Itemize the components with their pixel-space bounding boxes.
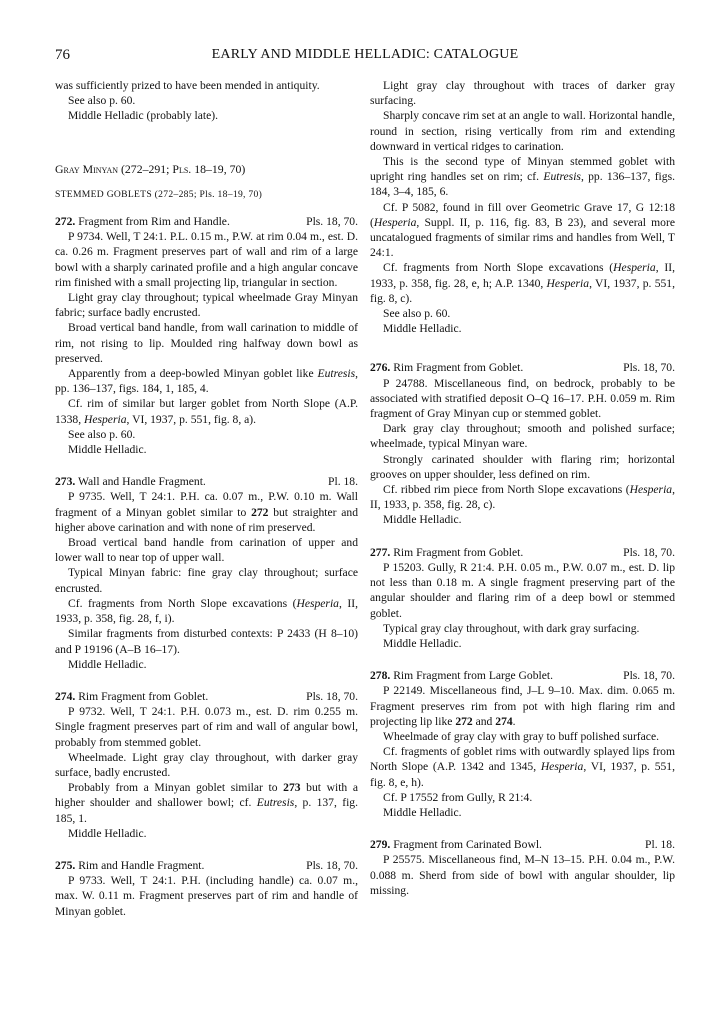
- page-number: 76: [55, 47, 70, 63]
- entry-title: Rim Fragment from Goblet.: [390, 361, 524, 375]
- entry-comparison: Apparently from a deep-bowled Minyan goblet like Eutresis, pp. 136–137, figs. 184, 1, 185, 4.: [55, 367, 358, 396]
- plates-ref: Pl. 18.: [328, 475, 358, 489]
- continued-text: was sufficiently prized to have been mended in antiquity.: [55, 79, 320, 92]
- page-header: [55, 47, 675, 67]
- entry-comparison: This is the second type of Minyan stemmed goblet with upright ring handles set on rim; cf. Eutresis, pp. 136–137, figs. 184, 3–4, 185, 6.: [370, 155, 675, 199]
- subsection-heading: STEMMED GOBLETS (272–285; Pls. 18–19, 70): [55, 188, 263, 200]
- entry-comparison: Cf. fragments of goblet rims with outwardly splayed lips from North Slope (A.P. 1342 and 1345, Hesperia, VI, 1937, p. 551, fig. 8, e, h).: [370, 745, 675, 789]
- entry-number: 276.: [370, 361, 391, 375]
- entry-similar: Similar fragments from disturbed contexts: P 2433 (H 8–10) and P 19196 (A–B 16–17).: [55, 627, 358, 656]
- dating: Middle Helladic.: [68, 657, 147, 671]
- entry-number: 273.: [55, 475, 76, 489]
- catalogue-entry-272: [55, 214, 358, 457]
- entry-comparison: Cf. fragments from North Slope excavations (Hesperia, II, 1933, p. 358, fig. 28, e, h; A.P. 1340, Hesperia, VI, 1937, p. 551, fig. 8, c).: [370, 261, 675, 305]
- entry-number: 278.: [370, 669, 391, 683]
- see-also: See also p. 60.: [68, 94, 136, 108]
- entry-description: P 9732. Well, T 24:1. P.H. 0.073 m., est. D. rim 0.255 m. Single fragment preserves part of rim and wall of angular bowl, probably from stemmed goblet.: [55, 705, 358, 749]
- plates-ref: Pls. 18, 70.: [623, 669, 675, 683]
- see-also: See also p. 60.: [383, 307, 451, 321]
- entry-title: Rim and Handle Fragment.: [75, 858, 205, 872]
- entry-title: Wall and Handle Fragment.: [75, 475, 206, 489]
- entry-heading: [55, 214, 358, 229]
- dating: Middle Helladic.: [68, 826, 147, 840]
- entry-number: 275.: [55, 858, 76, 872]
- plates-ref: Pls. 18, 70.: [306, 689, 358, 703]
- entry-fabric: Light gray clay throughout; typical wheelmade Gray Minyan fabric; surface badly encrusted.: [55, 291, 358, 320]
- entry-number: 272.: [55, 215, 76, 229]
- plates-ref: Pl. 18.: [645, 838, 675, 852]
- entry-title: Fragment from Rim and Handle.: [75, 215, 230, 229]
- dating: Middle Helladic.: [383, 513, 462, 527]
- catalogue-entry-279: [370, 837, 675, 898]
- entry-title: Rim Fragment from Goblet.: [75, 689, 209, 703]
- catalogue-entry-275: [55, 858, 358, 919]
- dating: Middle Helladic.: [68, 443, 147, 457]
- entry-handle: Broad vertical band handle from carination of upper and lower wall to near top of upper wall.: [55, 536, 358, 565]
- plates-ref: Pls. 18, 70.: [306, 215, 358, 229]
- dating: Middle Helladic.: [383, 322, 462, 336]
- entry-description: P 9735. Well, T 24:1. P.H. ca. 0.07 m., P.W. 0.10 m. Wall fragment of a Minyan goblet similar to 272 but straighter and higher above carination and with none of rim preserved.: [55, 490, 358, 534]
- catalogue-entry-278: [370, 668, 675, 820]
- entry-comparison: Cf. P 5082, found in fill over Geometric Grave 17, G 12:18 (Hesperia, Suppl. II, p. 116, fig. 83, B 23), and several more uncatalogued fragments of similar rims and handles from Well, T 24:1.: [370, 200, 675, 260]
- entry-heading: [55, 474, 358, 489]
- entry-comparison: Cf. ribbed rim piece from North Slope excavations (Hesperia, II, 1933, p. 358, fig. 28, c).: [370, 483, 675, 512]
- entry-title: Rim Fragment from Large Goblet.: [390, 669, 554, 683]
- plates-ref: Pls. 18, 70.: [306, 858, 358, 872]
- entry-fabric: Dark gray clay throughout; smooth and polished surface; wheelmade, typical Minyan ware.: [370, 422, 675, 451]
- entry-heading: [370, 668, 675, 683]
- dating: Middle Helladic.: [383, 636, 462, 650]
- entry-fabric: Wheelmade of gray clay with gray to buff polished surface.: [383, 729, 660, 743]
- left-column: [55, 78, 358, 919]
- entry-comparison: Cf. fragments from North Slope excavations (Hesperia, II, 1933, p. 358, fig. 28, f, i).: [55, 596, 358, 626]
- entry-heading: [370, 545, 675, 560]
- entry-handle: Sharply concave rim set at an angle to wall. Horizontal handle, round in section, rising vertically from rim and extending downward in vertical ridges to carination.: [370, 109, 675, 153]
- catalogue-entry-277: [370, 545, 675, 651]
- dating: Middle Helladic.: [383, 805, 462, 819]
- entry-fabric: Typical Minyan fabric: fine gray clay throughout; surface encrusted.: [55, 566, 358, 595]
- entry-shape: Strongly carinated shoulder with flaring rim; horizontal grooves on upper shoulder, less defined on rim.: [370, 452, 675, 481]
- entry-heading: [55, 689, 358, 704]
- catalogue-entry-274: [55, 689, 358, 841]
- right-column: [370, 78, 675, 898]
- plates-ref: Pls. 18, 70.: [623, 545, 675, 559]
- entry-comparison: Cf. rim of similar but larger goblet from North Slope (A.P. 1338, Hesperia, VI, 1937, p. 551, fig. 8, a).: [55, 397, 358, 426]
- catalogue-entry-276: [370, 360, 675, 527]
- entry-description: P 9733. Well, T 24:1. P.H. (including handle) ca. 0.07 m., max. W. 0.11 m. Fragment preserves part of rim and handle of Minyan goblet.: [55, 874, 358, 918]
- entry-number: 274.: [55, 689, 76, 703]
- entry-description: P 9734. Well, T 24:1. P.L. 0.15 m., P.W. at rim 0.04 m., est. D. ca. 0.26 m. Fragment preserves part of wall and rim of a large bowl with a sharply carinated profile and a high angular concave rim finished with a small projecting lip, triangular in section.: [55, 230, 358, 289]
- plates-ref: Pls. 18, 70.: [623, 361, 675, 375]
- entry-heading: [370, 360, 675, 375]
- entry-fabric: Wheelmade. Light gray clay throughout, with darker gray surface, badly encrusted.: [55, 750, 358, 779]
- entry-heading: [370, 837, 675, 852]
- entry-number: 277.: [370, 545, 391, 559]
- entry-title: Fragment from Carinated Bowl.: [390, 838, 542, 852]
- entry-comparison: Probably from a Minyan goblet similar to 273 but with a higher shoulder and shallower bowl; cf. Eutresis, p. 137, fig. 185, 1.: [55, 781, 359, 825]
- entry-comparison: Cf. P 17552 from Gully, R 21:4.: [383, 790, 533, 804]
- entry-title: Rim Fragment from Goblet.: [390, 545, 524, 559]
- see-also: See also p. 60.: [68, 427, 136, 441]
- entry-fabric: Light gray clay throughout with traces of darker gray surfacing.: [370, 79, 675, 108]
- entry-number: 279.: [370, 838, 391, 852]
- entry-heading: [55, 858, 358, 873]
- entry-handle: Broad vertical band handle, from wall carination to middle of rim, not rising to lip. Moulded ring halfway down bowl as preserved.: [55, 321, 358, 365]
- entry-description: P 24788. Miscellaneous find, on bedrock, probably to be associated with stratified deposit O–Q 16–17. P.H. 0.059 m. Rim fragment of Gray Minyan cup or stemmed goblet.: [370, 376, 675, 421]
- dating: Middle Helladic (probably late).: [68, 109, 219, 123]
- entry-fabric: Typical gray clay throughout, with dark gray surfacing.: [383, 621, 640, 635]
- running-head: EARLY AND MIDDLE HELLADIC: CATALOGUE: [211, 47, 519, 62]
- entry-description: P 25575. Miscellaneous find, M–N 13–15. P.H. 0.04 m., P.W. 0.088 m. Sherd from side of bowl with angular shoulder, lip missing.: [370, 853, 675, 897]
- catalogue-entry-275-continued: [370, 78, 675, 336]
- entry-description: P 15203. Gully, R 21:4. P.H. 0.05 m., P.W. 0.07 m., est. D. lip not less than 0.18 m. A single fragment preserving part of the angular shoulder and flaring rim of a deep bowl or stemmed goblet.: [370, 560, 675, 620]
- entry-description: P 22149. Miscellaneous find, J–L 9–10. Max. dim. 0.065 m. Fragment preserves rim from pot with high flaring rim and projecting lip like 272 and 274.: [370, 684, 675, 728]
- section-heading: Gray Minyan (272–291; Pls. 18–19, 70): [55, 161, 246, 176]
- catalogue-entry-273: [55, 474, 358, 672]
